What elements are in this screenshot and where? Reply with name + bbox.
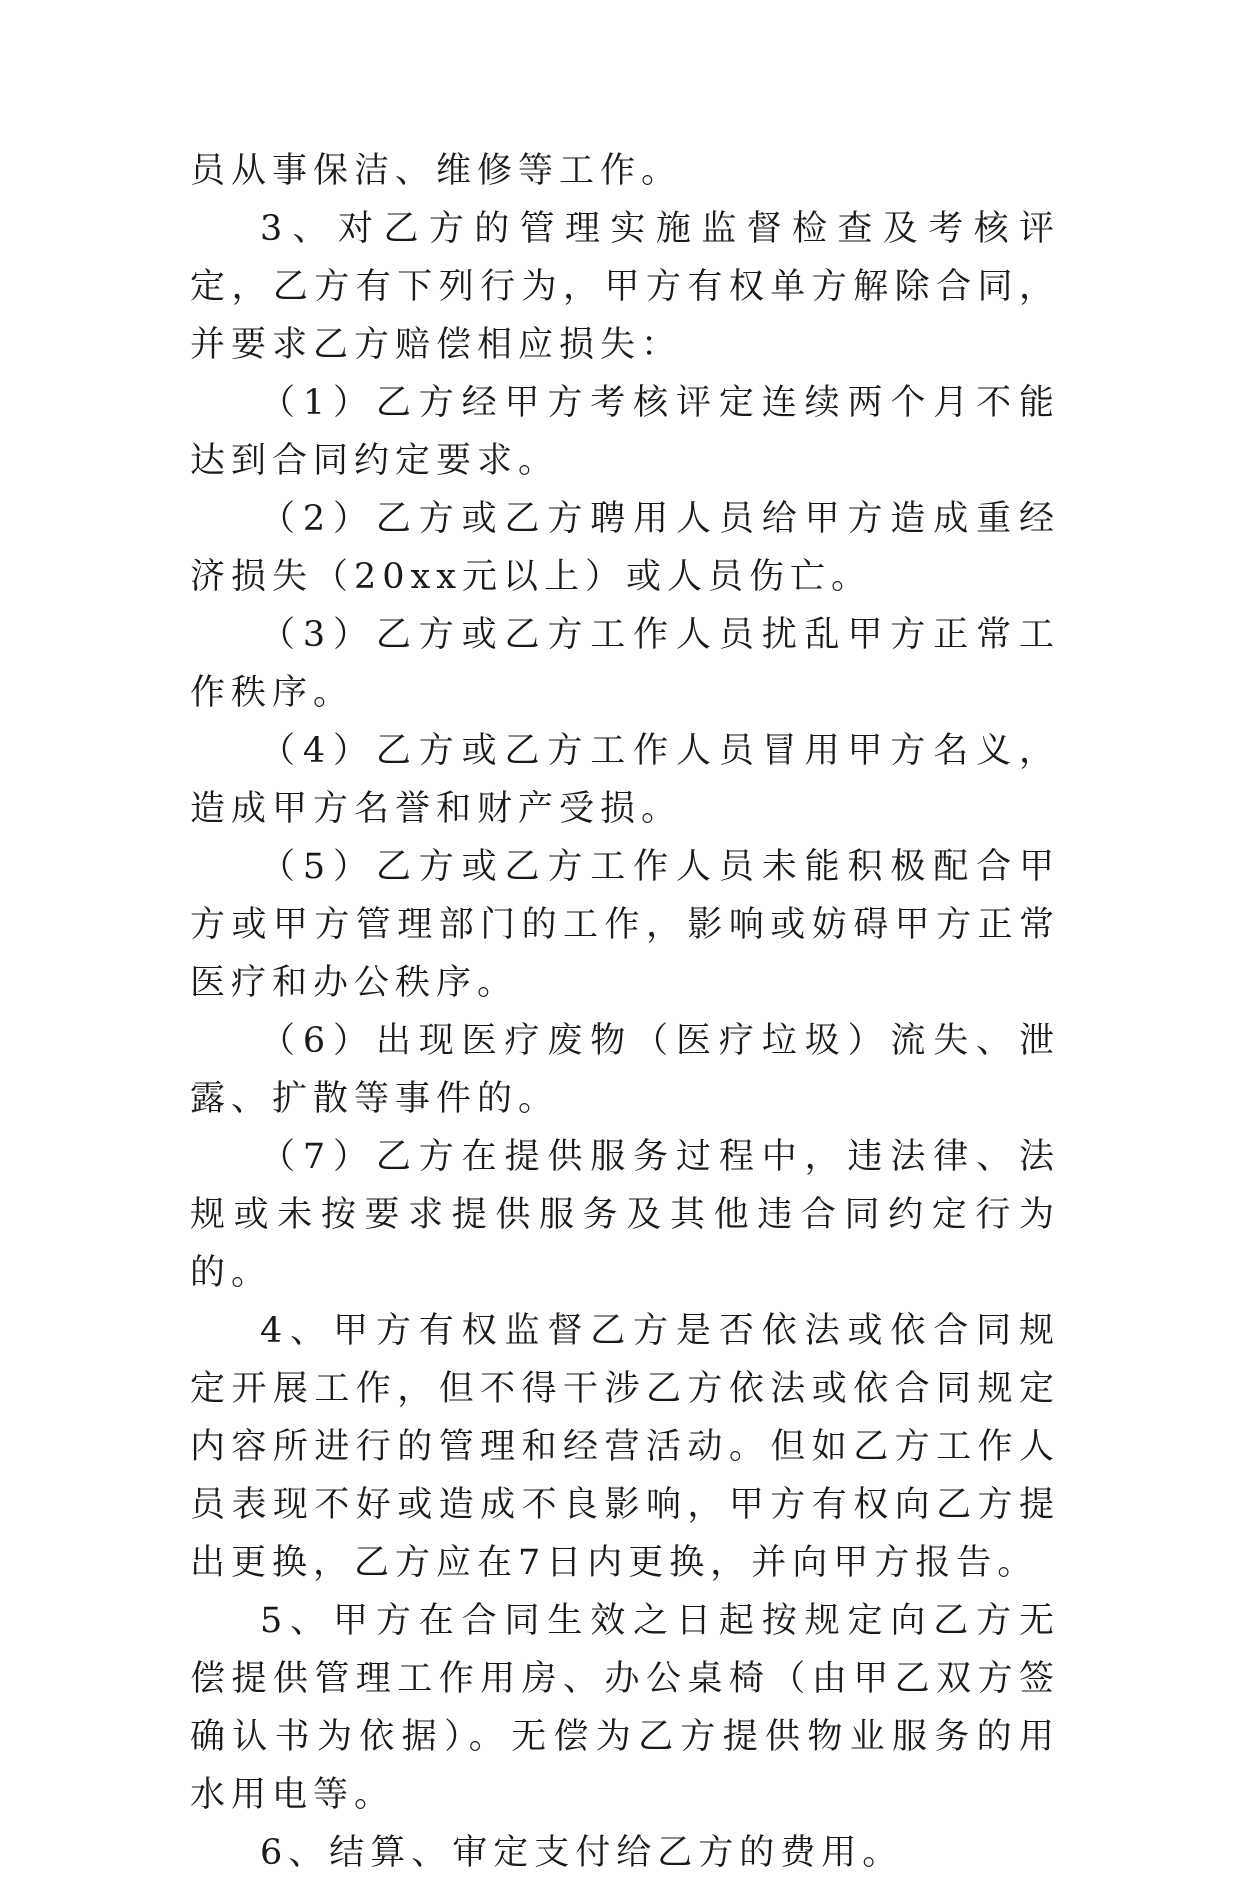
paragraph-sub-6: （6）出现医疗废物（医疗垃圾）流失、泄露、扩散等事件的。 <box>190 1021 1060 1119</box>
paragraph-continued: 员从事保洁、维修等工作。 <box>190 151 683 191</box>
paragraph-sub-1: （1）乙方经甲方考核评定连续两个月不能达到合同约定要求。 <box>190 383 1060 481</box>
paragraph-item-5: 5、甲方在合同生效之日起按规定向乙方无偿提供管理工作用房、办公桌椅（由甲乙双方签确认书为依据）。无偿为乙方提供物业服务的用水用电等。 <box>190 1601 1060 1815</box>
paragraph-item-6: 6、结算、审定支付给乙方的费用。 <box>260 1833 904 1873</box>
paragraph-sub-4: （4）乙方或乙方工作人员冒用甲方名义，造成甲方名誉和财产受损。 <box>190 731 1060 829</box>
paragraph-item-4: 4、甲方有权监督乙方是否依法或依合同规定开展工作，但不得干涉乙方依法或依合同规定内容所进行的管理和经营活动。但如乙方工作人员表现不好或造成不良影响，甲方有权向乙方提出更换，乙方应在7日内更换，并向甲方报告。 <box>190 1311 1060 1583</box>
paragraph-sub-2: （2）乙方或乙方聘用人员给甲方造成重经济损失（20xx元以上）或人员伤亡。 <box>190 499 1060 597</box>
paragraph-sub-7: （7）乙方在提供服务过程中，违法律、法规或未按要求提供服务及其他违合同约定行为的。 <box>190 1137 1060 1293</box>
document-body <box>190 142 1060 1882</box>
paragraph-sub-3: （3）乙方或乙方工作人员扰乱甲方正常工作秩序。 <box>190 615 1060 713</box>
paragraph-item-3: 3、对乙方的管理实施监督检查及考核评定，乙方有下列行为，甲方有权单方解除合同，并要求乙方赔偿相应损失： <box>190 209 1060 365</box>
paragraph-sub-5: （5）乙方或乙方工作人员未能积极配合甲方或甲方管理部门的工作，影响或妨碍甲方正常医疗和办公秩序。 <box>190 847 1060 1003</box>
